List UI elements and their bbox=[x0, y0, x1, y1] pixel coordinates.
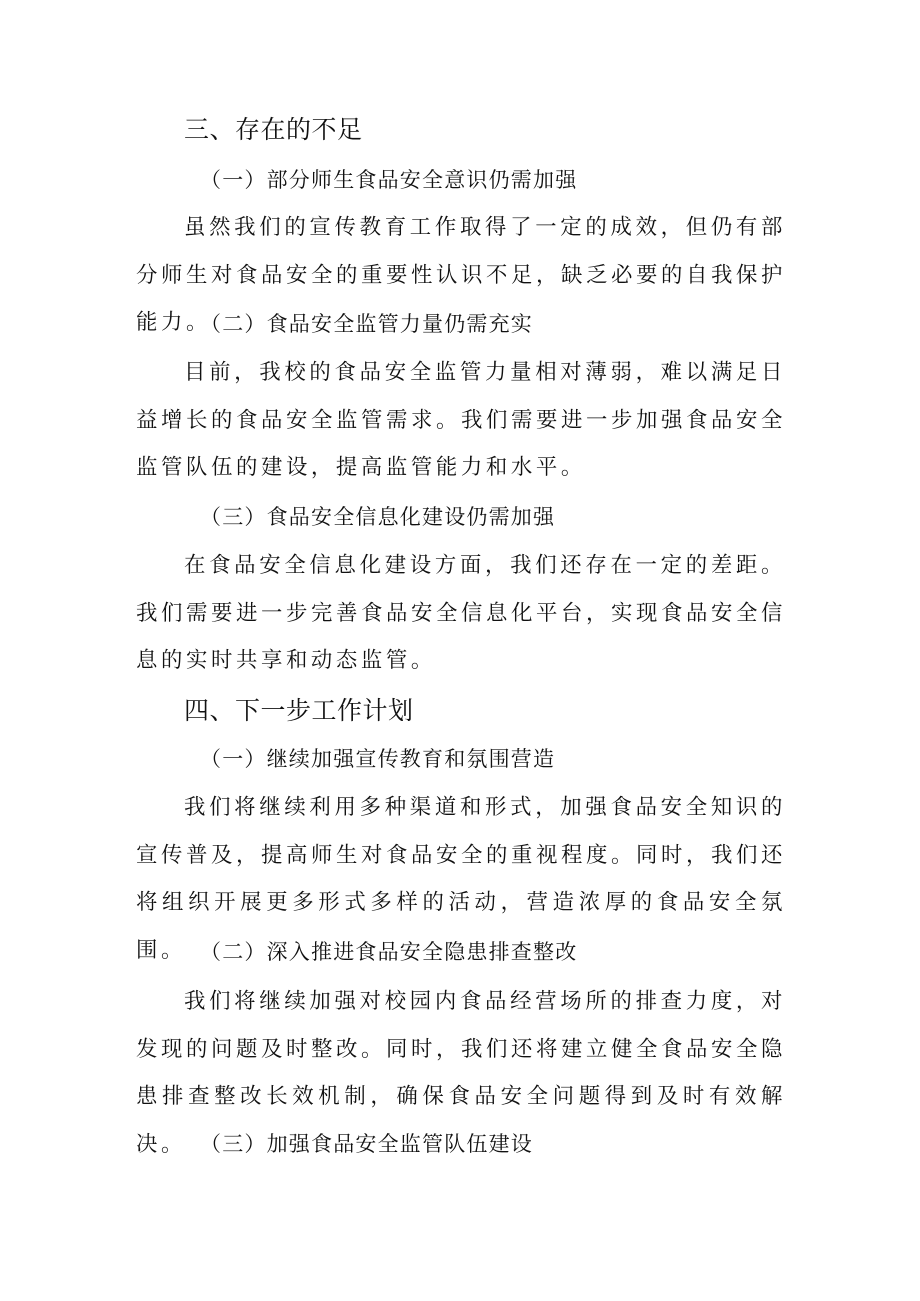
paragraph-supervision-force: 目前，我校的食品安全监管力量相对薄弱，难以满足日益增长的食品安全监管需求。我们需要进一步加强食品安全监管队伍的建设，提高监管能力和水平。 bbox=[136, 360, 786, 480]
section-heading-deficiencies: 三、存在的不足 bbox=[184, 115, 363, 144]
paragraph-informatization: 在食品安全信息化建设方面，我们还存在一定的差距。我们需要进一步完善食品安全信息化平台，实现食品安全信息的实时共享和动态监管。 bbox=[136, 553, 786, 673]
section-heading-next-steps: 四、下一步工作计划 bbox=[184, 696, 414, 725]
subheading-informatization: （三）食品安全信息化建设仍需加强 bbox=[200, 505, 556, 529]
subheading-publicity: （一）继续加强宣传教育和氛围营造 bbox=[200, 747, 556, 771]
subheading-hazard-rectification: （二）深入推进食品安全隐患排查整改 bbox=[200, 940, 578, 964]
subheading-supervision-force: （二）食品安全监管力量仍需充实 bbox=[200, 312, 533, 336]
paragraph-publicity: 我们将继续利用多种渠道和形式，加强食品安全知识的宣传普及，提高师生对食品安全的重视程度。同时，我们还将组织开展更多形式多样的活动，营造浓厚的食品安全氛围。 bbox=[136, 795, 786, 963]
paragraph-hazard-rectification: 我们将继续加强对校园内食品经营场所的排查力度，对发现的问题及时整改。同时，我们还将建立健全食品安全隐患排查整改长效机制，确保食品安全问题得到及时有效解决。 bbox=[136, 989, 786, 1157]
subheading-team-building: （三）加强食品安全监管队伍建设 bbox=[200, 1132, 533, 1156]
subheading-awareness: （一）部分师生食品安全意识仍需加强 bbox=[200, 168, 578, 192]
paragraph-awareness: 虽然我们的宣传教育工作取得了一定的成效，但仍有部分师生对食品安全的重要性认识不足，缺乏必要的自我保护能力。 bbox=[136, 215, 786, 335]
